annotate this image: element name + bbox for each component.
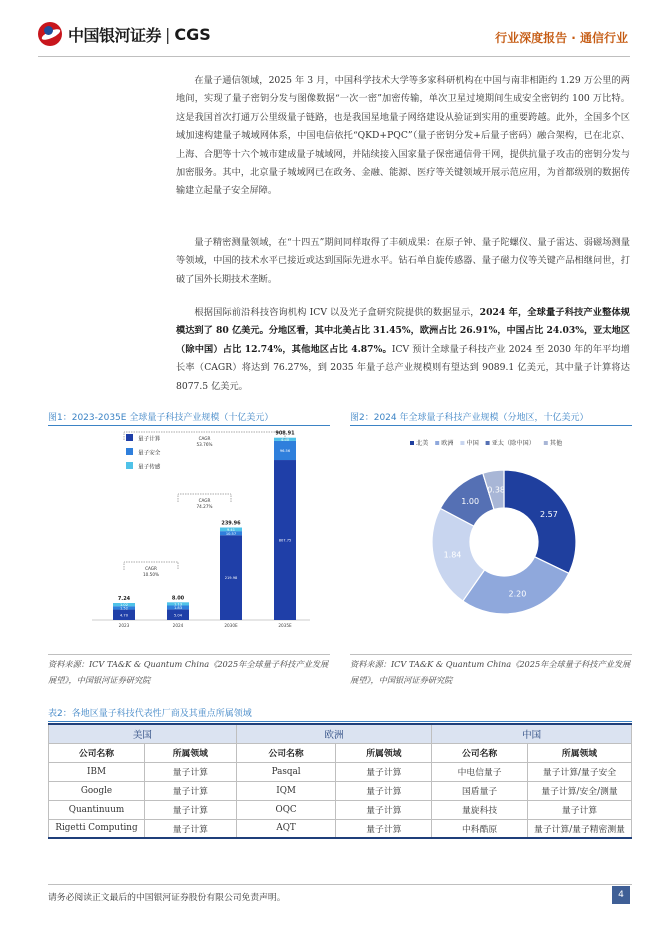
figure1-source: 资料来源：ICV TA&K & Quantum China《2025年全球量子科技产业发展展望》，中国银河证券研究院: [48, 659, 329, 685]
table-cell: 量子计算: [144, 819, 236, 838]
bar-total-label: 908.91: [275, 430, 295, 437]
figure2-caption: 图2：2024 年全球量子科技产业规模（分地区，十亿美元）: [350, 408, 632, 426]
bar-value-label: 4.60: [280, 437, 290, 442]
table-cell: 量子计算: [144, 781, 236, 800]
table-row: [49, 800, 632, 819]
table-cell: IBM: [49, 762, 145, 781]
table-region-row: [49, 724, 632, 743]
report-type: 行业深度报告 · 通信行业: [495, 31, 628, 45]
legend-label-1: 欧洲: [441, 440, 454, 447]
x-tick-label: 2023: [118, 623, 130, 628]
bar-value-label: 96.56: [279, 449, 291, 454]
donut-value-label: 1.00: [461, 497, 480, 507]
legend-label-0: 北美: [416, 440, 429, 447]
cagr-value: 74.27%: [196, 504, 213, 509]
figure2-donut-chart: [350, 424, 632, 652]
paragraph-market-size-highlight: 2024 年，全球量子科技产业整体规模达到了 80 亿美元。分地区看，其中北美占比 31.45%，欧洲占比 26.91%，中国占比 24.03%，亚太地区（除中国）占比 12.74%，其他地区占比 4.87%。: [176, 307, 630, 355]
table-cell: Quantinuum: [49, 800, 145, 819]
brand-separator: |: [165, 24, 171, 44]
x-tick-label: 2024: [172, 623, 184, 628]
table-cell: IQM: [236, 781, 336, 800]
figure2-source: 资料来源：ICV TA&K & Quantum China《2025年全球量子科技产业发展展望》，中国银河证券研究院: [350, 659, 631, 685]
bar-value-label: 1.83: [173, 606, 183, 611]
legend-swatch-1: [435, 441, 439, 445]
table-cell: 量子计算/量子精密测量: [527, 819, 631, 838]
legend-label-0: 量子计算: [138, 436, 161, 443]
table-cell: 量子计算: [336, 800, 432, 819]
bar-value-label: 1.02: [119, 603, 129, 608]
bar-value-label: 5.04: [173, 613, 183, 618]
figure1-bar-chart: [70, 424, 332, 652]
legend-swatch-2: [126, 462, 133, 469]
vendors-table: [48, 723, 632, 839]
table-cell: 中科酷原: [432, 819, 528, 838]
bar-total-label: 8.00: [171, 595, 185, 602]
paragraph-quantum-communication: 在量子通信领域，2025 年 3 月，中国科学技术大学等多家科研机构在中国与南非相距约 1.29 万公里的两地间，实现了量子密钥分发与图像数据“一次一密”加密传输，单次卫星过境期间生成安全密钥约 100 万比特。这是我国首次打通万公里级量子链路，也是我国星地量子网络建设从验证到实用的重要跨越。此外，全国多个区域加速构建量子城域网体系，中国电信依托“QKD+PQC”（量子密钥分发+后量子密码）融合架构，已在北京、上海、合肥等十六个城市建成量子城域网，并陆续接入国家量子保密通信骨干网，提供抗量子攻击的密钥分发与加密服务。其中，北京量子城域网已在政务、金融、能源、医疗等关键领域开展示范应用，为首都级别的数据传输建立起量子安全屏障。: [176, 75, 630, 197]
col-company: 公司名称: [432, 743, 528, 762]
paragraph-market-size: [176, 304, 630, 396]
bar-total-label: 7.24: [117, 595, 131, 602]
col-field: 所属领域: [144, 743, 236, 762]
col-field: 所属领域: [336, 743, 432, 762]
table-cell: 中电信量子: [432, 762, 528, 781]
header-divider: [38, 56, 630, 57]
col-company: 公司名称: [236, 743, 336, 762]
table-cell: AQT: [236, 819, 336, 838]
legend-swatch-3: [486, 441, 490, 445]
bar-value-label: 4.70: [119, 613, 129, 618]
table2-caption: 表2：各地区量子科技代表性厂商及其重点所属领域: [48, 706, 632, 722]
brand-name: 中国银河证券: [68, 25, 162, 45]
bar-value-label: 9.41: [226, 527, 236, 532]
figure2-source-divider: [350, 654, 632, 655]
table-header-row: [49, 743, 632, 762]
legend-swatch-1: [126, 448, 133, 455]
cagr-label: CAGR: [198, 498, 211, 503]
table-cell: 量子计算: [336, 819, 432, 838]
legend-label-2: 中国: [466, 440, 479, 447]
brand-short: CGS: [174, 24, 211, 44]
legend-label-1: 量子安全: [138, 450, 161, 457]
table-cell: 量子计算/安全/测量: [527, 781, 631, 800]
table-cell: 量子计算: [336, 781, 432, 800]
x-tick-label: 2035E: [278, 623, 292, 628]
brand-logo-icon: [38, 22, 62, 46]
legend-swatch-0: [126, 434, 133, 441]
table-cell: 量子计算: [144, 762, 236, 781]
bar-value-label: 10.57: [225, 531, 237, 536]
figure1-source-divider: [48, 654, 330, 655]
table-cell: 量子计算/量子安全: [527, 762, 631, 781]
paragraph-quantum-measurement: [176, 234, 630, 289]
donut-value-label: 2.57: [539, 509, 558, 519]
cagr-label: CAGR: [145, 566, 157, 571]
paragraph-market-size-intro: 根据国际前沿科技咨询机构 ICV 以及光子盒研究院提供的数据显示，: [194, 307, 480, 318]
cagr-value: 10.50%: [143, 572, 159, 577]
table-cell: 量子计算: [144, 800, 236, 819]
bar-value-label: 1.13: [173, 602, 183, 607]
figure1-caption: 图1：2023-2035E 全球量子科技产业规模（十亿美元）: [48, 408, 330, 426]
bar-total-label: 239.96: [221, 520, 241, 527]
bar-value-label: 219.98: [224, 576, 238, 581]
donut-value-label: 0.38: [487, 485, 506, 495]
legend-swatch-4: [544, 441, 548, 445]
region-china: 中国: [432, 724, 632, 743]
x-tick-label: 2030E: [224, 623, 238, 628]
legend-label-3: 亚太（除中国）: [491, 440, 535, 447]
donut-value-label: 2.20: [508, 589, 527, 599]
table-cell: 量子计算: [336, 762, 432, 781]
table-cell: 量子计算: [527, 800, 631, 819]
page-header: [0, 0, 662, 60]
legend-label-2: 量子传感: [138, 464, 161, 471]
cagr-value: 53.76%: [196, 442, 213, 447]
paragraph-quantum-measurement-text: 量子精密测量领域，在“十四五”期间同样取得了丰硕成果：在原子钟、量子陀螺仪、量子雷达、弱磁场测量等领域，中国的技术水平已接近或达到国际先进水平。钻石单自旋传感器、量子磁力仪等关键产品相继问世，打破了国外长期技术垄断。: [176, 237, 630, 285]
region-us: 美国: [49, 724, 237, 743]
paragraph-market-size-forecast: ICV 预计全球量子科技产业 2024 至 2030 年的年平均增长率（CAGR）将达到 76.27%，到 2035 年量子总产业规模则有望达到 9089.1 亿美元，其中量子计算将达 8077.5 亿美元。: [176, 343, 630, 392]
bar-value-label: 1.52: [119, 606, 129, 611]
table-cell: Rigetti Computing: [49, 819, 145, 838]
bar-value-label: 807.75: [278, 538, 292, 543]
cagr-label: CAGR: [198, 436, 211, 441]
brand-logo: [38, 22, 211, 46]
table-cell: OQC: [236, 800, 336, 819]
table-row: [49, 781, 632, 800]
table-row: [49, 762, 632, 781]
table-row: [49, 819, 632, 838]
table-cell: 量旋科技: [432, 800, 528, 819]
region-europe: 欧洲: [236, 724, 431, 743]
table-cell: Google: [49, 781, 145, 800]
donut-slice-0: [504, 470, 576, 573]
donut-value-label: 1.84: [443, 550, 462, 560]
legend-label-4: 其他: [549, 440, 563, 447]
table-cell: Pasqal: [236, 762, 336, 781]
legend-swatch-2: [460, 441, 464, 445]
footer-disclaimer: 请务必阅读正文最后的中国银河证券股份有限公司免责声明。: [48, 893, 286, 903]
col-company: 公司名称: [49, 743, 145, 762]
footer-divider: [48, 884, 632, 885]
col-field: 所属领域: [527, 743, 631, 762]
table-cell: 国盾量子: [432, 781, 528, 800]
legend-swatch-0: [410, 441, 414, 445]
page-number: 4: [612, 886, 630, 904]
